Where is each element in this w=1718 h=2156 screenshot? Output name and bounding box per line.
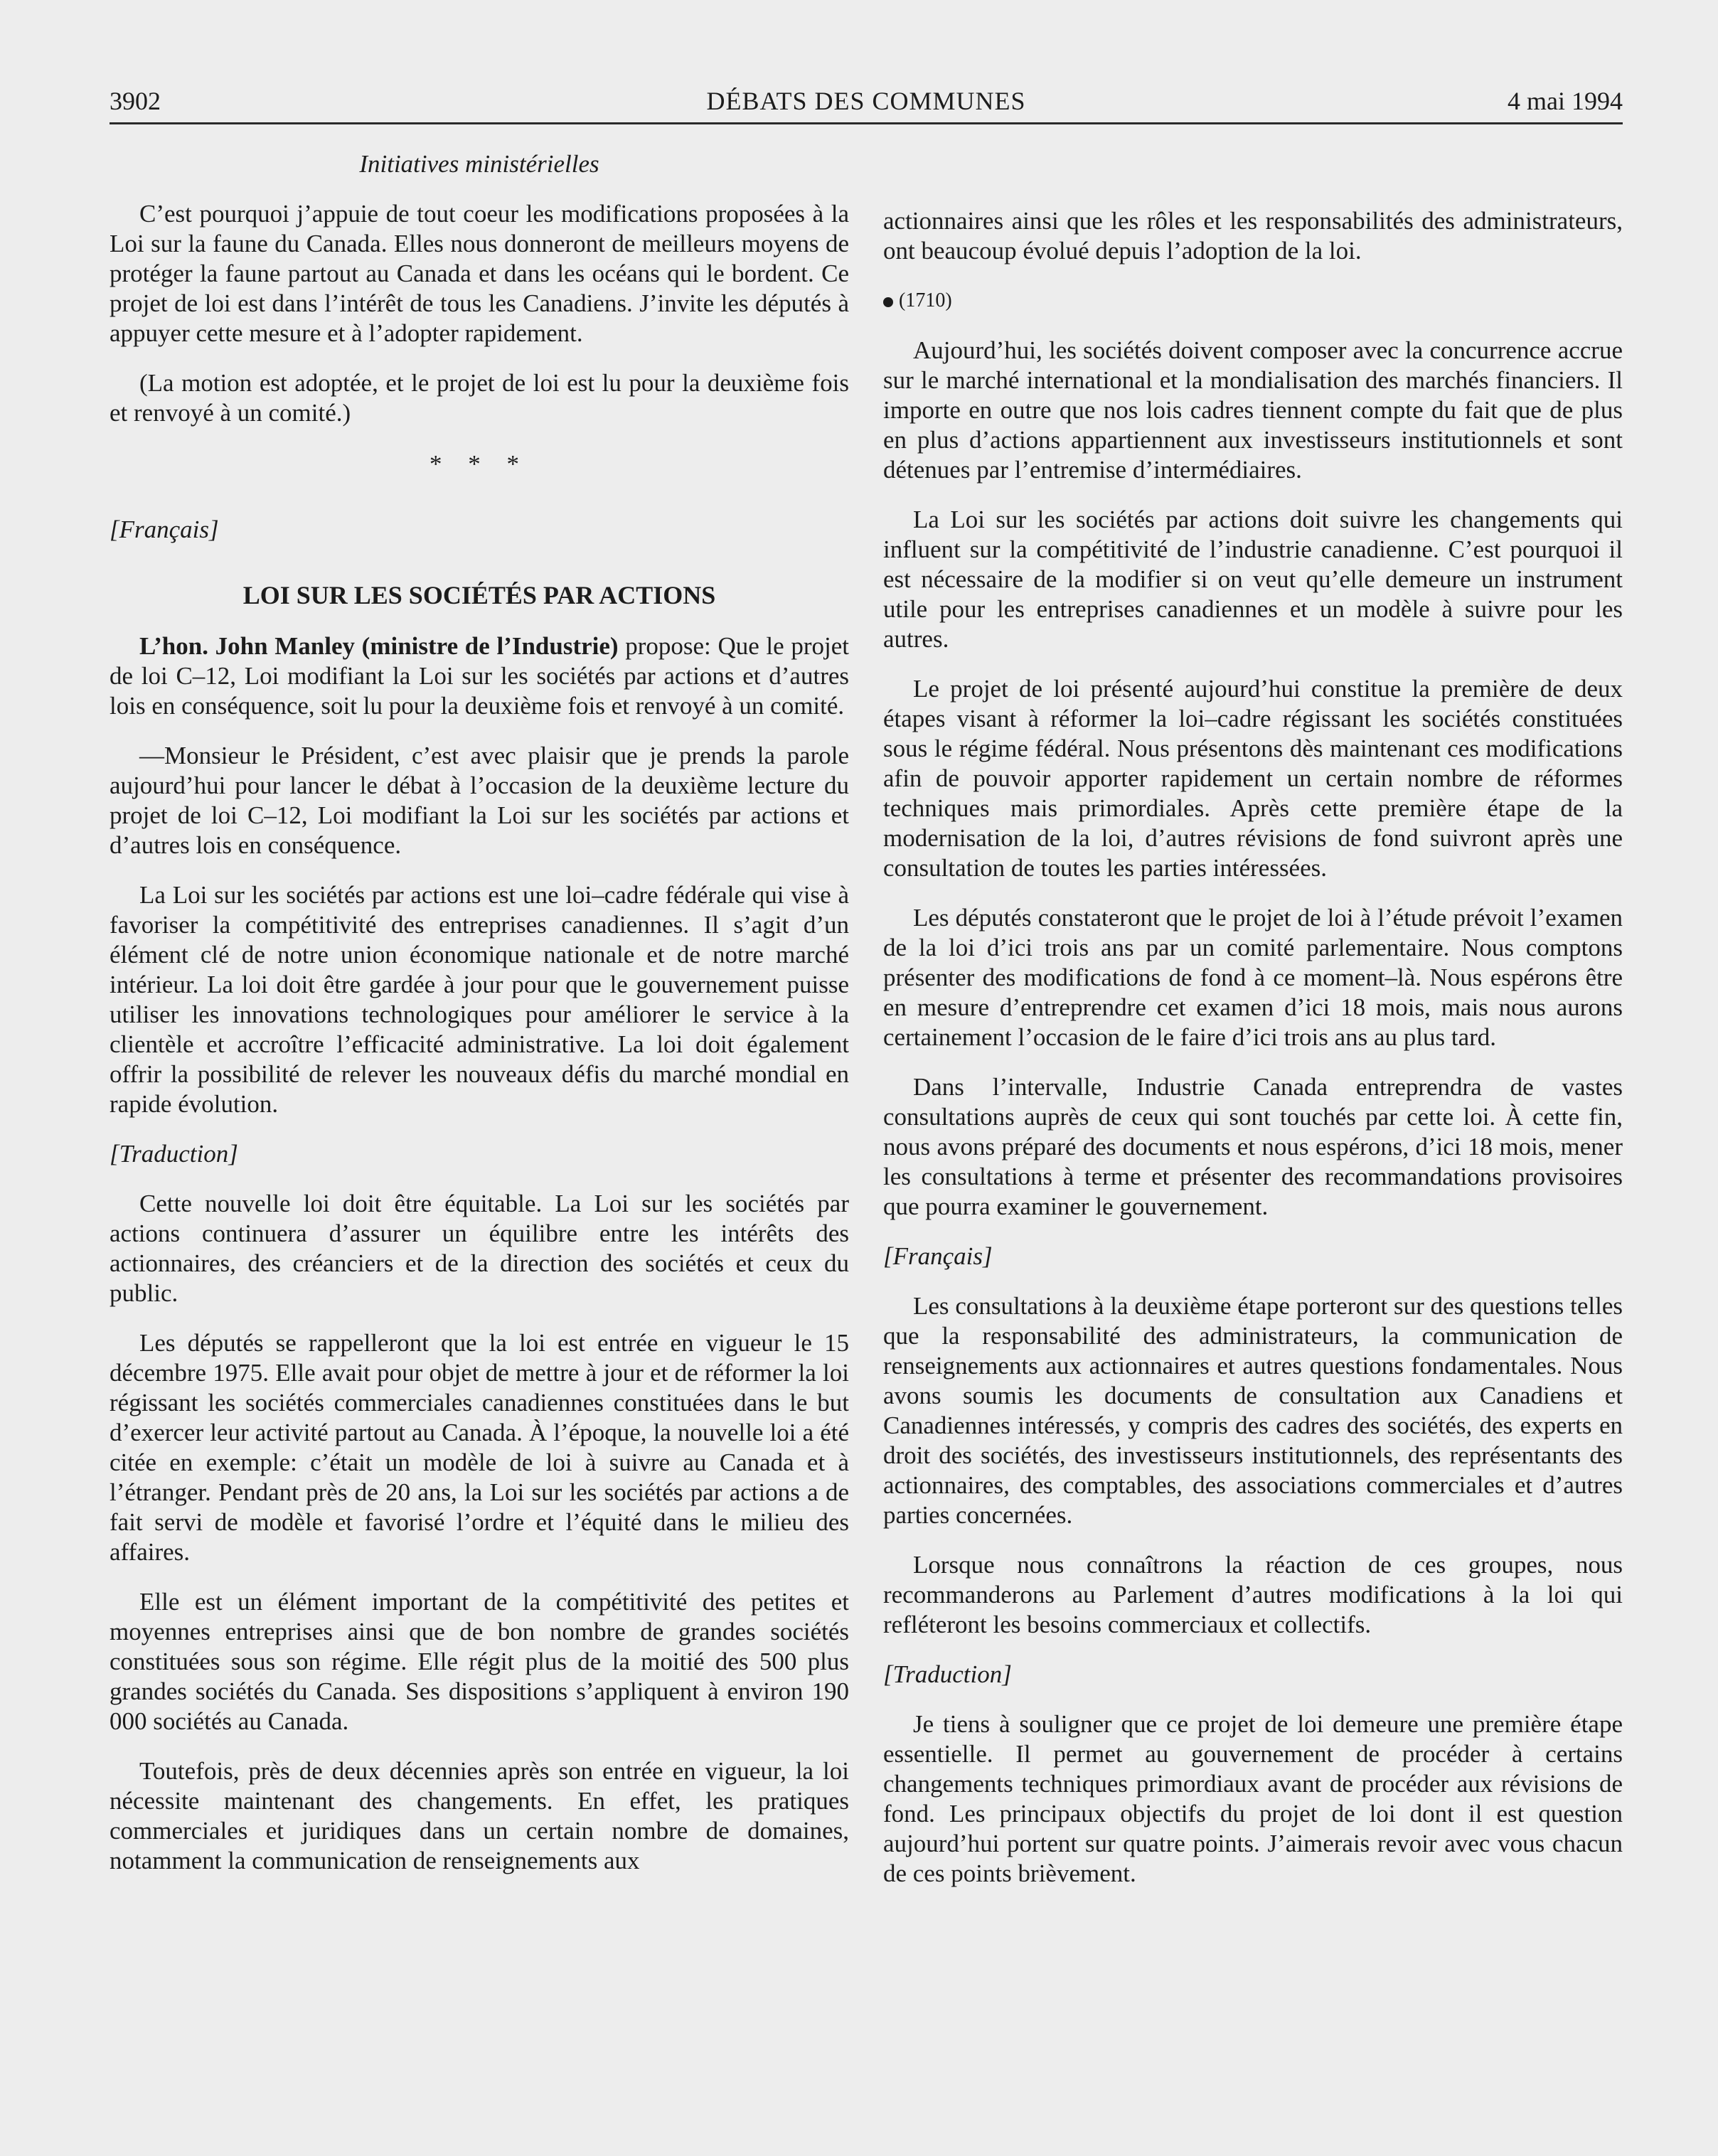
paragraph: Dans l’intervalle, Industrie Canada entreprendra de vastes consultations auprès de ceux qui sont touchés par cette loi. À cette fin, nous avons préparé des documents et nous espérons, d’ici 18 mois, mener les consultations à terme et présenter des recommandations provisoires que pourra examiner le gouvernement. [883, 1073, 1623, 1220]
paragraph: actionnaires ainsi que les rôles et les responsabilités des administrateurs, ont beaucoup évolué depuis l’adoption de la loi. [883, 207, 1623, 265]
paragraph: Elle est un élément important de la compétitivité des petites et moyennes entreprises ainsi que de bon nombre de grandes sociétés constituées sous son régime. Elle régit plus de la moitié des 500 plus grandes sociétés du Canada. Ses dispositions s’appliquent à environ 190 000 sociétés au Canada. [110, 1588, 849, 1735]
paragraph: Le projet de loi présenté aujourd’hui constitue la première de deux étapes visant à réformer la loi–cadre régissant les sociétés constituées sous le régime fédéral. Nous présentons dès maintenant ces modifications afin de pouvoir apporter rapidement un certain nombre de réformes techniques mais primordiales. Après cette première étape de la modernisation de la loi, d’autres révisions de fond suivront après une consultation de toutes les parties intéressées. [883, 675, 1623, 882]
publication-title: DÉBATS DES COMMUNES [706, 87, 1026, 115]
paragraph: L’hon. John Manley (ministre de l’Industrie) propose: Que le projet de loi C–12, Loi modifiant la Loi sur les sociétés par actions et d’autres lois en conséquence, soit lu pour la deuxième fois et renvoyé à un comité. [110, 632, 850, 720]
paragraph: Cette nouvelle loi doit être équitable. La Loi sur les sociétés par actions continuera d’assurer un équilibre entre les intérêts des actionnaires, des créanciers et de la direction des sociétés et ceux du public. [110, 1190, 849, 1307]
language-marker: [Français] [883, 1242, 993, 1270]
page-number: 3902 [110, 87, 161, 115]
issue-date: 4 mai 1994 [1508, 87, 1623, 115]
language-marker: [Traduction] [110, 1140, 238, 1168]
right-column [883, 206, 1623, 1909]
section-label: Initiatives ministérielles [359, 150, 599, 178]
paragraph: (La motion est adoptée, et le projet de loi est lu pour la deuxième fois et renvoyé à un comité.) [110, 369, 849, 427]
language-marker: [Traduction] [883, 1660, 1012, 1688]
paragraph: Les députés se rappelleront que la loi est entrée en vigueur le 15 décembre 1975. Elle avait pour objet de mettre à jour et de réformer la loi régissant les sociétés commerciales canadiennes constituées dans le but d’exercer leur activité partout au Canada. À l’époque, la nouvelle loi a été citée en exemple: c’était un modèle de loi à suivre au Canada et à l’étranger. Pendant près de 20 ans, la Loi sur les sociétés par actions a de fait servi de modèle et favorisé l’ordre et l’équité dans le milieu des affaires. [110, 1329, 849, 1566]
paragraph: Aujourd’hui, les sociétés doivent composer avec la concurrence accrue sur le marché international et la mondialisation des marchés financiers. Il importe en outre que nos lois cadres tiennent compte du fait que de plus en plus d’actions appartiennent aux investisseurs institutionnels et sont détenues par l’entremise d’intermédiaires. [883, 336, 1623, 484]
paragraph: La Loi sur les sociétés par actions est une loi–cadre fédérale qui vise à favoriser la compétitivité des entreprises canadiennes. Il s’agit d’un élément clé de notre union économique nationale et de notre marché intérieur. La loi doit être gardée à jour pour que le gouvernement puisse utiliser les innovations technologiques pour améliorer le service à la clientèle et accroître l’efficacité administrative. La loi doit également offrir la possibilité de relever les nouveaux défis du marché mondial en rapide évolution. [110, 881, 849, 1118]
section-separator: * * * [430, 450, 529, 478]
act-title: LOI SUR LES SOCIÉTÉS PAR ACTIONS [242, 581, 716, 609]
speaker-name: L’hon. John Manley (ministre de l’Industrie) [139, 632, 619, 660]
paragraph: Toutefois, près de deux décennies après son entrée en vigueur, la loi nécessite maintenant des changements. En effet, les pratiques commerciales et juridiques dans un certain nombre de domaines, notamment la communication de renseignements aux [110, 1757, 849, 1874]
paragraph: —Monsieur le Président, c’est avec plaisir que je prends la parole aujourd’hui pour lancer le débat à l’occasion de la deuxième lecture du projet de loi C–12, Loi modifiant la Loi sur les sociétés par actions et d’autres lois en conséquence. [110, 742, 849, 859]
page-header [110, 82, 1623, 124]
left-column [110, 149, 849, 1896]
paragraph: Je tiens à souligner que ce projet de loi demeure une première étape essentielle. Il permet au gouvernement de procéder à certains changements techniques primordiaux avant de procéder aux révisions de fond. Les principaux objectifs du projet de loi dont il est question aujourd’hui portent sur quatre points. J’aimerais revoir avec vous chacun de ces points brièvement. [883, 1710, 1623, 1887]
language-marker: [Français] [110, 516, 219, 543]
paragraph: C’est pourquoi j’appuie de tout coeur les modifications proposées à la Loi sur la faune du Canada. Elles nous donneront de meilleurs moyens de protéger la faune partout au Canada et dans les océans qui le bordent. Ce projet de loi est dans l’intérêt de tous les Canadiens. J’invite les députés à appuyer cette mesure et à l’adopter rapidement. [110, 200, 849, 347]
paragraph: Les députés constateront que le projet de loi à l’étude prévoit l’examen de la loi d’ici trois ans par un comité parlementaire. Nous comptons présenter des modifications de fond à ce moment–là. Nous espérons être en mesure d’entreprendre cet examen d’ici 18 mois, mais nous aurons certainement l’occasion de le faire d’ici trois ans au plus tard. [883, 904, 1623, 1051]
time-marker: (1710) [883, 286, 1623, 316]
paragraph: Lorsque nous connaîtrons la réaction de ces groupes, nous recommanderons au Parlement d’autres modifications à la loi qui refléteront les besoins commerciaux et collectifs. [883, 1551, 1623, 1638]
paragraph: Les consultations à la deuxième étape porteront sur des questions telles que la responsabilité des administrateurs, la communication de renseignements aux actionnaires et autres questions fondamentales. Nous avons soumis les documents de consultation aux Canadiens et Canadiennes intéressés, y compris des cadres des sociétés, des experts en droit des sociétés, des investisseurs institutionnels, des représentants des actionnaires, des comptables, des associations commerciales et d’autres parties concernées. [883, 1292, 1623, 1529]
bullet-icon [883, 297, 893, 307]
paragraph: La Loi sur les sociétés par actions doit suivre les changements qui influent sur la compétitivité de l’industrie canadienne. C’est pourquoi il est nécessaire de la modifier si on veut qu’elle demeure un instrument utile pour les entreprises canadiennes et un modèle à suivre pour les autres. [883, 506, 1623, 653]
